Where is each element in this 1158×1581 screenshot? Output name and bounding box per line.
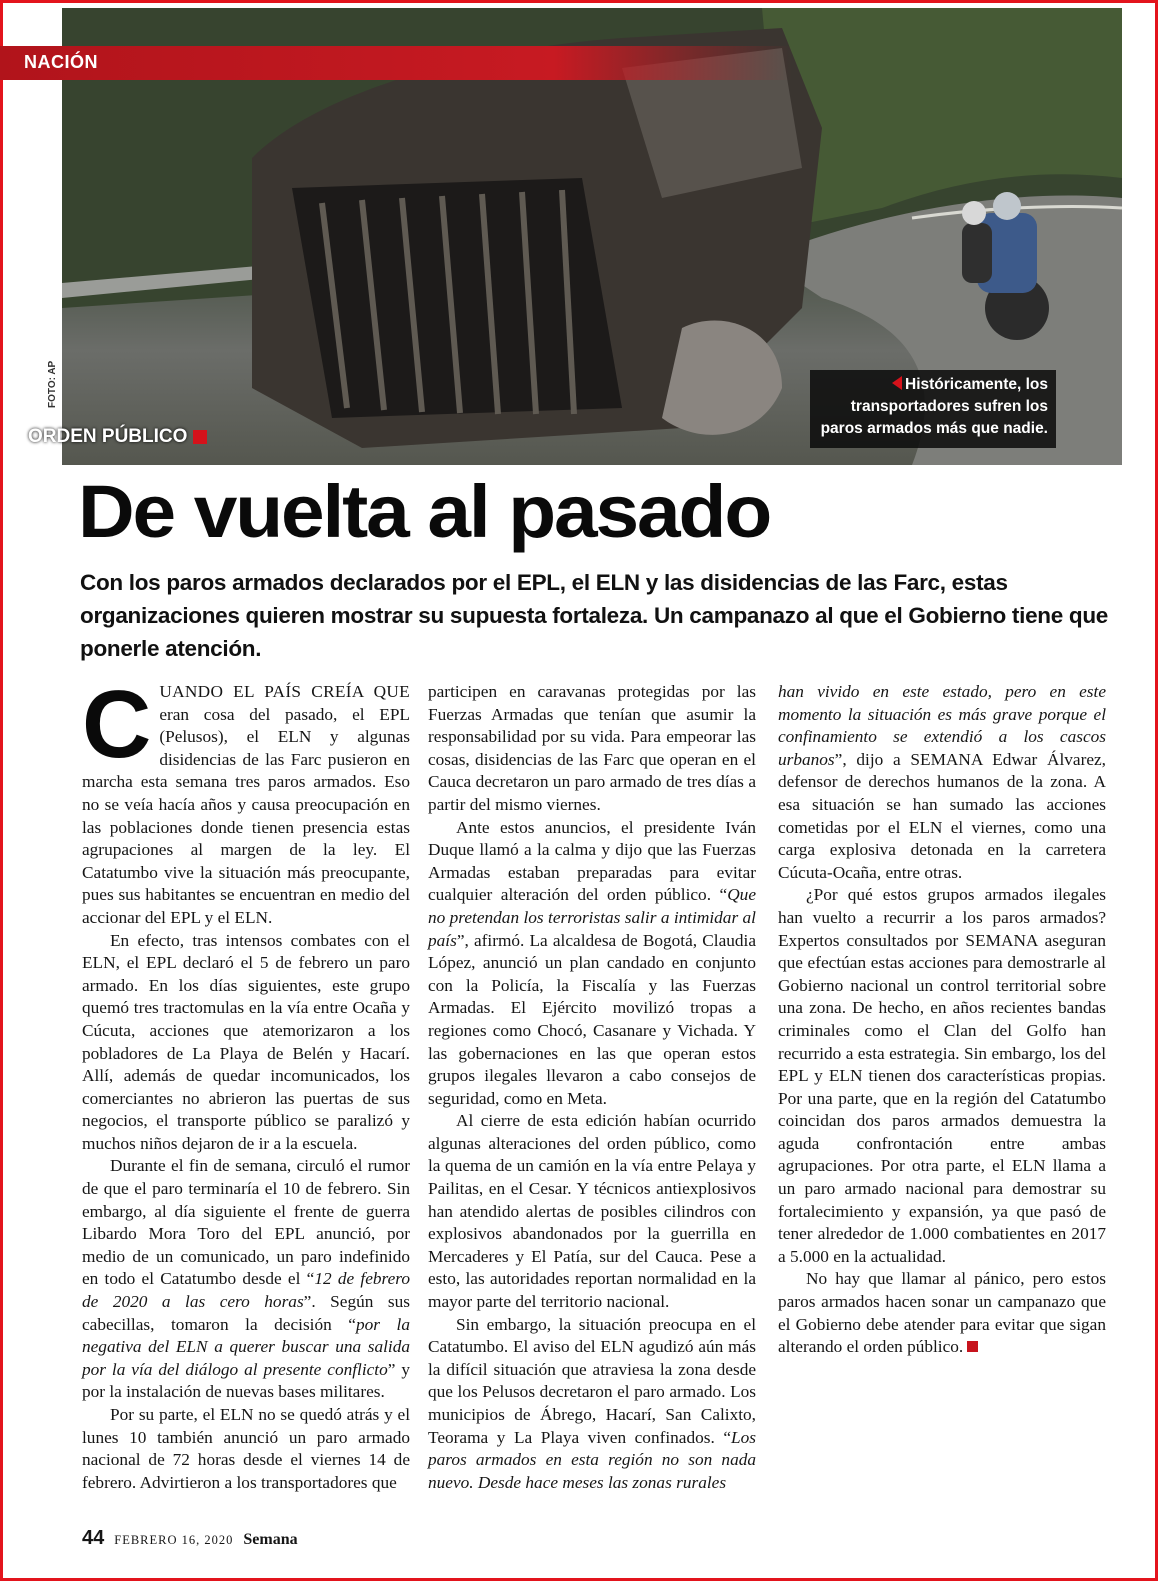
paragraph-6: Al cierre de esta edición habían ocurrido algunas alteraciones del orden público, como la quema de un camión en la vía entre Pelaya y Pailitas, en el Cesar. Y técnicos antiexplosivos han atendido alertas de posibles cilindros con explosivos abandonados por la guerrilla en Mercaderes y El Patía, sur del Cauca. Pese a esto, las autoridades reportan normalidad en la mayor parte del territorio nacional. [428,1111,756,1312]
issue-date: FEBRERO 16, 2020 [114,1533,234,1547]
paragraph-7: han vivido en este estado, pero en este momento la situación es más grave porque el confinamiento se extendió a los cascos urbanos”, dijo a SEMANA Edwar Álvarez, defensor de derechos humanos de la zona. A esa situación se han sumado las acciones cometidas por el ELN el viernes, como una carga explosiva detonada en la carretera Cúcuta-Ocaña, entre otras. [778,682,1106,882]
paragraph-4: participen en caravanas protegidas por las Fuerzas Armadas que tenían que asumir la responsabilidad por su vida. Para empeorar las cosas, disidencias de las Farc que operan en el Cauca decretaron un paro armado de tres días a partir del mismo viernes. [428,682,756,814]
photo-credit: FOTO: AP [47,360,58,408]
magazine-name: Semana [243,1531,298,1548]
paragraph-4: Por su parte, el ELN no se quedó atrás y el lunes 10 también anunció un paro armado nacional de 72 horas desde el viernes 14 de febrero. Advirtieron a los transportadores que [82,1405,410,1492]
headline: De vuelta al pasado [78,470,771,553]
kicker [0,420,207,454]
paragraph-1: CUANDO EL PAÍS CREÍA QUE eran cosa del pasado, el EPL (Pelusos), el ELN y algunas disidencias de las Farc pusieron en marcha esta semana tres paros armados. Eso no se veía hacía años y causa preocupación en las poblaciones donde tienen presencia estas agrupaciones al margen de la ley. El Catatumbo vive la situación más preocupante, pues sus habitantes se encuentran en medio del accionar del EPL y el ELN. [82,671,410,927]
lead-caps: UANDO EL PAÍS CREÍA QUE [159,682,410,701]
section-tab [0,46,792,80]
paragraph-3: Durante el fin de semana, circuló el rumor de que el paro terminaría el 10 de febrero. Sin embargo, al día siguiente el frente de guerra Libardo Mora Toro del EPL anunció, por medio de un comunicado, un paro indefinido en todo el Catatumbo desde el “12 de febrero de 2020 a las cero horas”. Según sus cabecillas, tomaron la decisión “por la negativa del ELN a querer buscar una salida por la vía del diálogo al presente conflicto” y por la instalación de nuevas bases militares. [82,1156,411,1402]
paragraph-7: Sin embargo, la situación preocupa en el Catatumbo. El aviso del ELN agudizó aún más la difícil situación que atraviesa la zona desde que los Pelusos decretaron el paro armado. Los municipios de Ábrego, Hacarí, San Calixto, Teorama y La Playa viven confinados. “Los paros armados en esta región no son nada nuevo. Desde hace meses las zonas rurales [428,1314,756,1492]
page-number: 44 [82,1527,105,1549]
paragraph-8: ¿Por qué estos grupos armados ilegales han vuelto a recurrir a los paros armados? Expertos consultados por SEMANA aseguran que efectúan estas acciones para demostrarle al Gobierno nacional un control territorial sobre una zona. De hecho, en años recientes bandas criminales como el Clan del Golfo han recurrido a esta estrategia. Sin embargo, los del EPL y ELN tienen dos características propias. Por una parte, que en la región del Catatumbo coincidan dos paros armados demuestra la aguda confrontación entre ambas agrupaciones. Por otra parte, el ELN llama a un paro armado nacional para demostrar su fortalecimiento y expansión, ya que pasó de tener alrededor de 1.000 combatientes en 2017 a 5.000 en la actualidad. [778,885,1106,1266]
photo-caption [810,370,1056,448]
photo-caption-text: Históricamente, los transportadores sufren los paros armados más que nadie. [820,376,1048,437]
kicker-label: ORDEN PÚBLICO [28,426,188,447]
page-footer [82,1527,298,1550]
deck: Con los paros armados declarados por el EPL, el ELN y las disidencias de las Farc, estas organizaciones quieren mostrar su supuesta fortaleza. Un campanazo al que el Gobierno tiene que ponerle atención. [80,570,1109,661]
paragraph-5: Ante estos anuncios, el presidente Iván Duque llamó a la calma y dijo que las Fuerzas Armadas estaban preparadas para evitar cualquier alteración del orden público. “Que no pretendan los terroristas salir a intimidar al país”, afirmó. La alcaldesa de Bogotá, Claudia López, anunció un plan candado en conjunto con la Policía, la Fiscalía y las Fuerzas Armadas. El Ejército movilizó tropas a regiones como Chocó, Casanare y Vichada. Y las gobernaciones en las que operan estos grupos ilegales llevaron a cabo consejos de seguridad, como en Meta. [428,817,756,1108]
section-label: NACIÓN [24,52,98,72]
column-3 [778,681,1106,1359]
end-mark-icon [967,1341,978,1352]
kicker-square-icon [193,430,207,444]
dropcap: C [82,671,152,778]
column-2 [428,681,756,1494]
caption-arrow-icon [892,376,902,390]
paragraph-9: No hay que llamar al pánico, pero estos paros armados hacen sonar un campanazo que el Gobierno debe atender para evitar que sigan alterando el orden público. [778,1269,1106,1357]
paragraph-2: En efecto, tras intensos combates con el ELN, el EPL declaró el 5 de febrero un paro armado. En los días siguientes, este grupo quemó tres tractomulas en la vía entre Ocaña y Cúcuta, acciones que atemorizaron a los pobladores de La Playa de Belén y Hacarí. Allí, además de quedar incomunicados, los comerciantes no abrieron las puertas de sus negocios, el transporte público se paralizó y muchos niños dejaron de ir a la escuela. [82,930,410,1153]
column-1 [82,671,411,1494]
